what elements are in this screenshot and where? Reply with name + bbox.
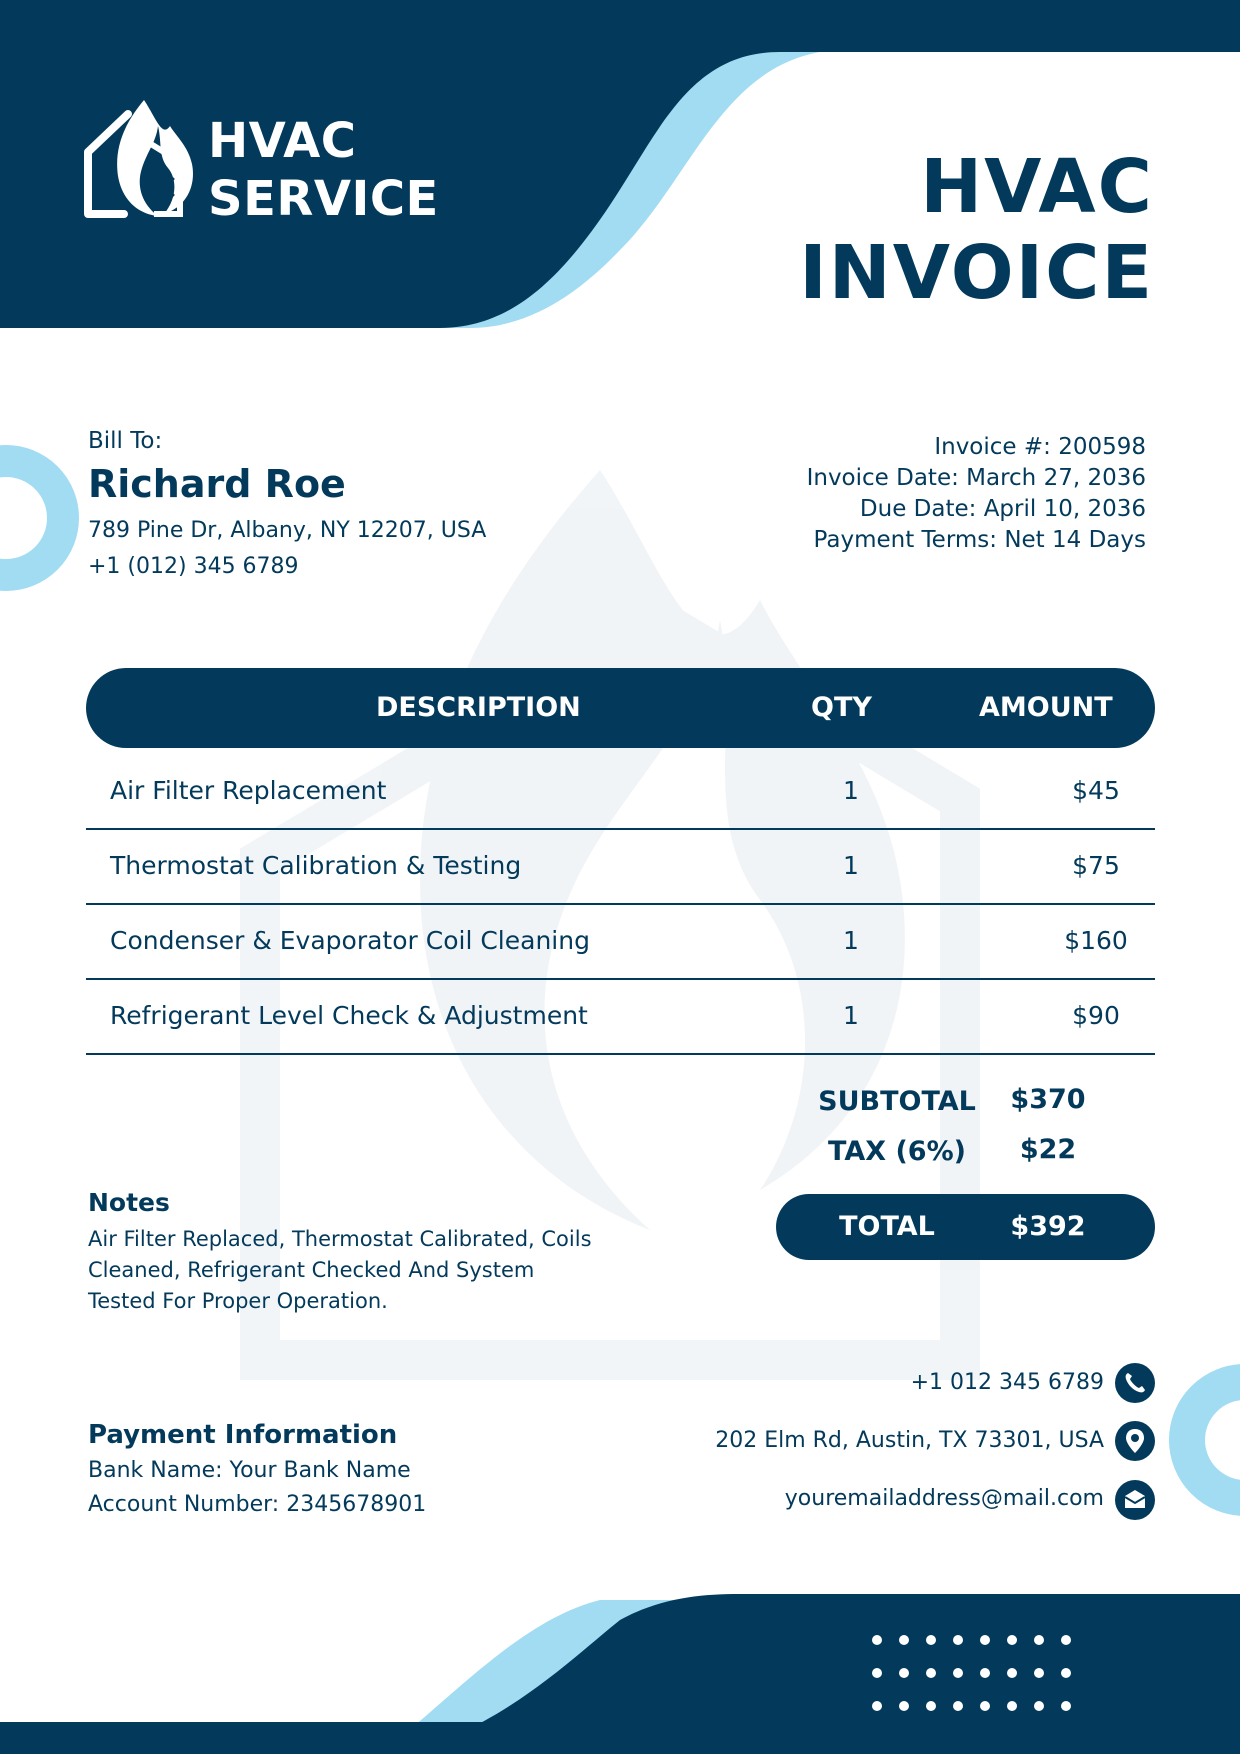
brand-name-line1: HVAC [208, 113, 357, 169]
notes-heading: Notes [88, 1188, 170, 1217]
table-row [86, 979, 1155, 1055]
row-qty: 1 [843, 1001, 859, 1030]
header-qty: QTY [811, 692, 872, 723]
invoice-meta [807, 432, 1146, 556]
document-title [799, 144, 1154, 316]
tax-value: $22 [1019, 1134, 1077, 1165]
contact-email: youremailaddress@mail.com [784, 1486, 1104, 1511]
document-title-line1: HVAC [920, 144, 1154, 230]
customer-phone: +1 (012) 345 6789 [88, 554, 299, 579]
brand-name-line2: SERVICE [208, 171, 439, 227]
customer-name: Richard Roe [88, 462, 346, 506]
table-header [86, 668, 1155, 748]
mail-icon [1115, 1480, 1155, 1520]
payment-terms: Payment Terms: Net 14 Days [813, 527, 1146, 553]
payment-heading: Payment Information [88, 1420, 398, 1450]
contact-phone: +1 012 345 6789 [910, 1370, 1104, 1395]
row-qty: 1 [843, 926, 859, 955]
hvac-house-flame-logo [84, 96, 200, 222]
table-row [86, 904, 1155, 980]
account-number: Account Number: 2345678901 [88, 1492, 427, 1517]
subtotal-value: $370 [1010, 1084, 1086, 1115]
right-ring [1187, 1382, 1240, 1498]
header-amount: AMOUNT [979, 692, 1113, 723]
total-value: $392 [1010, 1211, 1086, 1242]
row-amount: $90 [1072, 1001, 1120, 1030]
row-qty: 1 [843, 776, 859, 805]
row-amount: $75 [1072, 851, 1120, 880]
left-ring [0, 461, 63, 575]
header-description: DESCRIPTION [376, 692, 581, 723]
tax-label: TAX (6%) [828, 1136, 966, 1167]
brand-name [208, 112, 439, 228]
phone-icon [1115, 1363, 1155, 1403]
invoice-date: Invoice Date: March 27, 2036 [806, 465, 1146, 491]
row-description: Refrigerant Level Check & Adjustment [110, 1001, 588, 1030]
invoice-number: Invoice #: 200598 [934, 434, 1146, 460]
notes-text: Air Filter Replaced, Thermostat Calibrated, Coils Cleaned, Refrigerant Checked And System Tested For Proper Operation. [88, 1227, 592, 1313]
row-amount: $45 [1072, 776, 1120, 805]
customer-address: 789 Pine Dr, Albany, NY 12207, USA [88, 518, 487, 543]
table-row [86, 754, 1155, 830]
footer-bottom-band [0, 1722, 1240, 1754]
row-amount: $160 [1064, 926, 1128, 955]
row-qty: 1 [843, 851, 859, 880]
subtotal-label: SUBTOTAL [818, 1086, 976, 1117]
location-pin-icon [1115, 1421, 1155, 1461]
due-date: Due Date: April 10, 2036 [859, 496, 1146, 522]
table-row [86, 829, 1155, 905]
document-title-line2: INVOICE [799, 230, 1154, 316]
row-description: Thermostat Calibration & Testing [110, 851, 522, 880]
row-description: Air Filter Replacement [110, 776, 387, 805]
contact-address: 202 Elm Rd, Austin, TX 73301, USA [715, 1428, 1104, 1453]
total-label: TOTAL [839, 1211, 935, 1242]
bank-name: Bank Name: Your Bank Name [88, 1458, 411, 1483]
bill-to-label: Bill To: [88, 428, 163, 454]
row-description: Condenser & Evaporator Coil Cleaning [110, 926, 590, 955]
total-pill [776, 1194, 1155, 1260]
